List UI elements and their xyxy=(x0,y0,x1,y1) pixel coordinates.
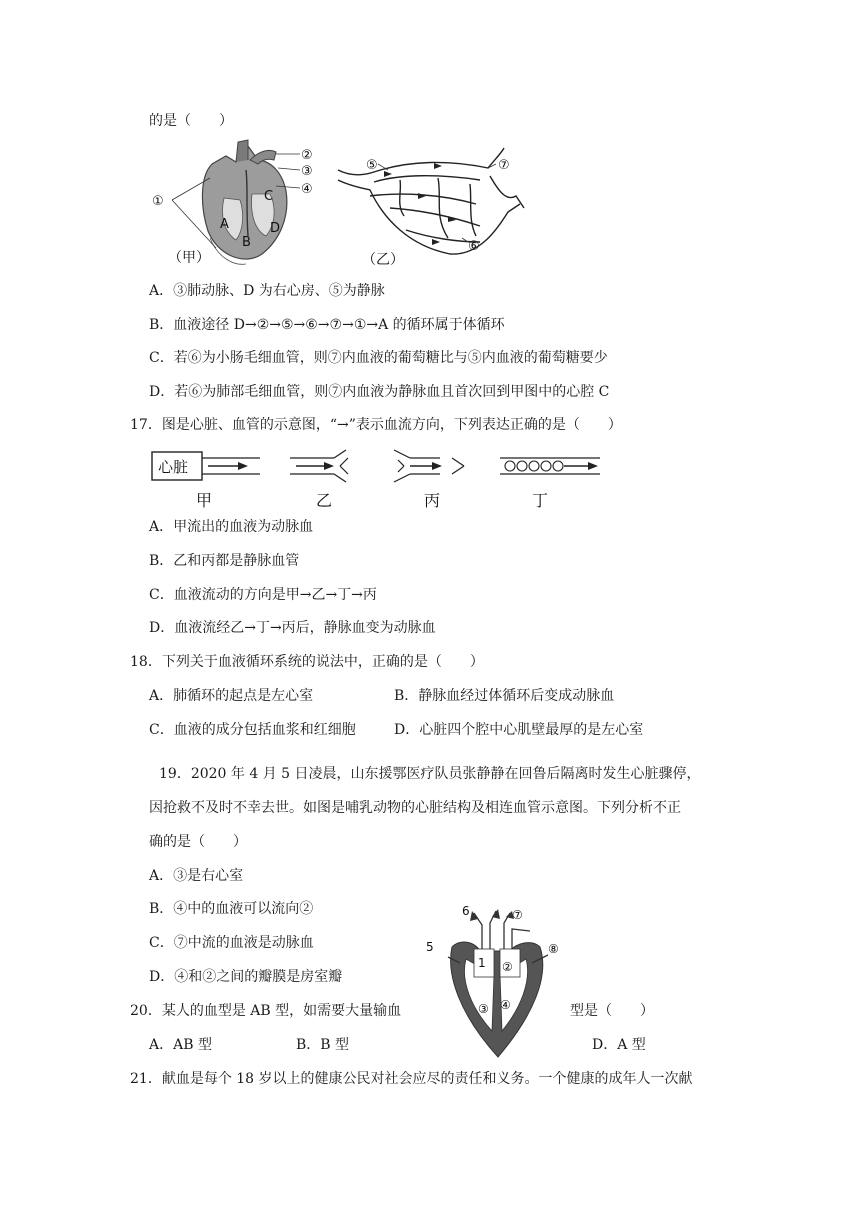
q19-label-3: ③ xyxy=(478,1002,489,1016)
q20-stem-left: 20．某人的血型是 AB 型，如需要大量输血 xyxy=(130,1003,402,1019)
q19-label-4: ④ xyxy=(500,998,511,1012)
q17-label-yi: 乙 xyxy=(316,491,333,510)
q19-stem-line3: 确的是（ ） xyxy=(149,834,247,850)
q19-label-5: 5 xyxy=(426,940,434,954)
q20-option-b: B．B 型 xyxy=(296,1037,350,1053)
q16-stem-tail: 的是（ ） xyxy=(149,113,233,129)
q17-label-bing: 丙 xyxy=(424,491,441,510)
q16-option-d: D．若⑥为肺部毛细血管，则⑦内血液为静脉血且首次回到甲图中的心腔 C xyxy=(149,384,610,400)
q19-label-1: 1 xyxy=(478,956,486,970)
q18-option-d: D．心脏四个腔中心肌壁最厚的是左心室 xyxy=(394,722,644,738)
q21-stem: 21．献血是每个 18 岁以上的健康公民对社会应尽的责任和义务。一个健康的成年人一次献 xyxy=(130,1071,693,1087)
q16-heart-figure xyxy=(150,136,330,271)
q17-option-d: D．血液流经乙→丁→丙后，静脉血变为动脉血 xyxy=(149,620,436,636)
q19-option-d: D．④和②之间的瓣膜是房室瓣 xyxy=(149,969,343,985)
q19-label-7: ⑦ xyxy=(512,908,523,922)
label-c5: ⑤ xyxy=(366,158,378,173)
q19-option-a: A．③是右心室 xyxy=(149,868,244,884)
q18-option-a: A．肺循环的起点是左心室 xyxy=(149,688,314,704)
q17-option-a: A．甲流出的血液为动脉血 xyxy=(149,519,314,535)
q17-figure xyxy=(148,448,608,512)
q19-stem-line2: 因抢救不及时不幸去世。如图是哺乳动物的心脏结构及相连血管示意图。下列分析不正 xyxy=(149,800,681,816)
label-C: C xyxy=(264,189,274,204)
q19-option-b: B．④中的血液可以流向② xyxy=(149,901,314,917)
q19-option-c: C．⑦中流的血液是动脉血 xyxy=(149,935,314,951)
q16-option-c: C．若⑥为小肠毛细血管，则⑦内血液的葡萄糖比与⑤内血液的葡萄糖要少 xyxy=(149,350,608,366)
q19-stem-line1: 19．2020 年 4 月 5 日凌晨，山东援鄂医疗队员张静静在回鲁后隔离时发生心脏骤停， xyxy=(159,766,701,782)
label-B: B xyxy=(242,235,251,250)
q19-label-8: ⑧ xyxy=(548,942,559,956)
q16-vessel-figure xyxy=(330,146,530,271)
q16-option-b: B．血液途径 D→②→⑤→⑥→⑦→①→A 的循环属于体循环 xyxy=(149,317,505,333)
label-c3: ③ xyxy=(301,164,313,179)
q18-option-b: B．静脉血经过体循环后变成动脉血 xyxy=(394,688,615,704)
q19-heart-figure xyxy=(420,905,572,1065)
q19-label-6: 6 xyxy=(462,905,470,918)
label-D: D xyxy=(270,221,281,236)
q17-stem: 17．图是心脏、血管的示意图，“→”表示血流方向，下列表达正确的是（ ） xyxy=(130,417,622,433)
q17-label-jia: 甲 xyxy=(196,491,213,510)
q17-option-c: C．血液流动的方向是甲→乙→丁→丙 xyxy=(149,587,377,603)
q16-option-a: A．③肺动脉、D 为右心房、⑤为静脉 xyxy=(149,283,385,299)
label-A: A xyxy=(220,217,229,232)
q20-stem-right: 型是（ ） xyxy=(570,1003,654,1019)
q20-option-d: D．A 型 xyxy=(592,1037,646,1053)
q19-label-2: ② xyxy=(502,960,513,974)
label-c7: ⑦ xyxy=(498,158,510,173)
label-c4: ④ xyxy=(301,182,313,197)
q18-option-c: C．血液的成分包括血浆和红细胞 xyxy=(149,722,356,738)
q17-option-b: B．乙和丙都是静脉血管 xyxy=(149,553,300,569)
label-c1: ① xyxy=(152,194,164,209)
q17-label-ding: 丁 xyxy=(532,491,549,510)
q20-option-a: A．AB 型 xyxy=(149,1037,212,1053)
fig-jia-caption: （甲） xyxy=(168,250,210,266)
heart-box-label: 心脏 xyxy=(158,458,189,476)
q18-stem: 18．下列关于血液循环系统的说法中，正确的是（ ） xyxy=(130,654,484,670)
fig-yi-caption: （乙） xyxy=(362,252,404,268)
label-c6: ⑥ xyxy=(468,239,480,254)
label-c2: ② xyxy=(301,148,313,163)
